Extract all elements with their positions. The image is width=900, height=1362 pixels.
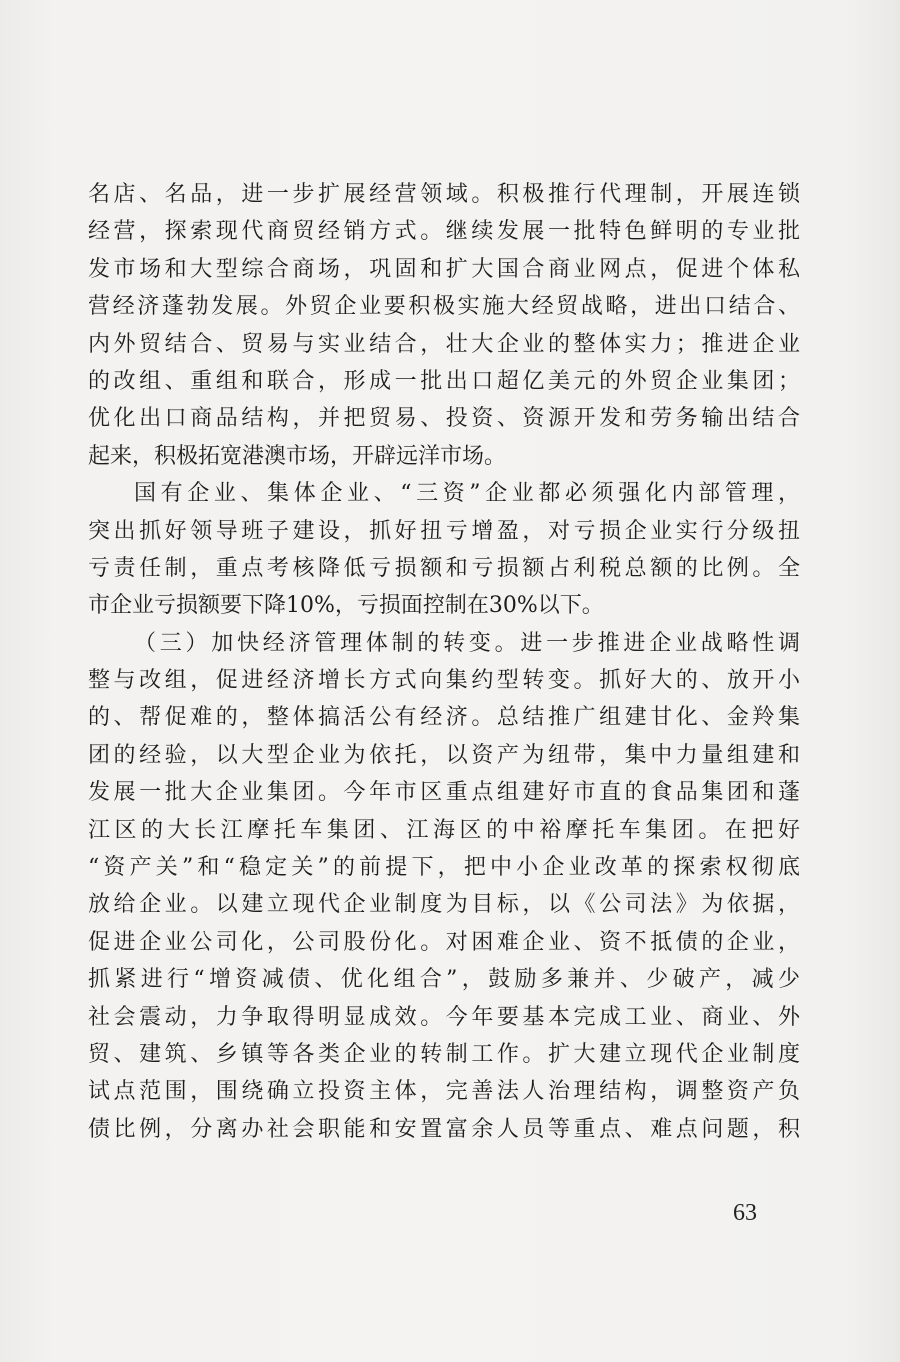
text-line: 发市场和大型综合商场，巩固和扩大国合商业网点，促进个体私: [88, 256, 800, 282]
text-line: 的改组、重组和联合，形成一批出口超亿美元的外贸企业集团；: [88, 368, 800, 394]
paragraph-start-line: 国有企业、集体企业、“三资”企业都必须强化内部管理，: [134, 481, 800, 507]
text-line: 江区的大长江摩托车集团、江海区的中裕摩托车集团。在把好: [88, 817, 800, 843]
text-line: 优化出口商品结构，并把贸易、投资、资源开发和劳务输出结合: [88, 406, 800, 432]
text-line: 贸、建筑、乡镇等各类企业的转制工作。扩大建立现代企业制度: [88, 1041, 800, 1067]
text-line: 整与改组，促进经济增长方式向集约型转变。抓好大的、放开小: [88, 668, 800, 694]
text-line: 的、帮促难的，整体搞活公有经济。总结推广组建甘化、金羚集: [88, 705, 800, 731]
text-line: 抓紧进行“增资减债、优化组合”，鼓励多兼并、少破产，减少: [88, 967, 800, 993]
text-line: 债比例，分离办社会职能和安置富余人员等重点、难点问题，积: [88, 1116, 800, 1142]
text-line: “资产关”和“稳定关”的前提下，把中小企业改革的探索权彻底: [88, 855, 800, 881]
text-line: 发展一批大企业集团。今年市区重点组建好市直的食品集团和蓬: [88, 780, 800, 806]
text-line: 团的经验，以大型企业为依托，以资产为纽带，集中力量组建和: [88, 742, 800, 768]
text-line: 市企业亏损额要下降10%，亏损面控制在30%以下。: [88, 593, 604, 619]
page-number: 63: [733, 1200, 757, 1226]
text-line: 放给企业。以建立现代企业制度为目标，以《公司法》为依据，: [88, 892, 800, 918]
section-heading-line: （三）加快经济管理体制的转变。进一步推进企业战略性调: [134, 630, 800, 656]
text-line: 社会震动，力争取得明显成效。今年要基本完成工业、商业、外: [88, 1004, 800, 1030]
body-text: [88, 176, 800, 1148]
text-line: 营经济蓬勃发展。外贸企业要积极实施大经贸战略，进出口结合、: [88, 294, 800, 320]
text-line: 起来，积极拓宽港澳市场，开辟远洋市场。: [88, 443, 507, 469]
text-line: 突出抓好领导班子建设，抓好扭亏增盈，对亏损企业实行分级扭: [88, 518, 800, 544]
text-line: 亏责任制，重点考核降低亏损额和亏损额占利税总额的比例。全: [88, 555, 800, 581]
text-line: 内外贸结合、贸易与实业结合，壮大企业的整体实力；推进企业: [88, 331, 800, 357]
text-line: 促进企业公司化，公司股份化。对困难企业、资不抵债的企业，: [88, 929, 800, 955]
text-line: 名店、名品，进一步扩展经营领域。积极推行代理制，开展连锁: [88, 182, 800, 207]
text-line: 试点范围，围绕确立投资主体，完善法人治理结构，调整资产负: [88, 1079, 800, 1105]
text-line: 经营，探索现代商贸经销方式。继续发展一批特色鲜明的专业批: [88, 219, 800, 245]
